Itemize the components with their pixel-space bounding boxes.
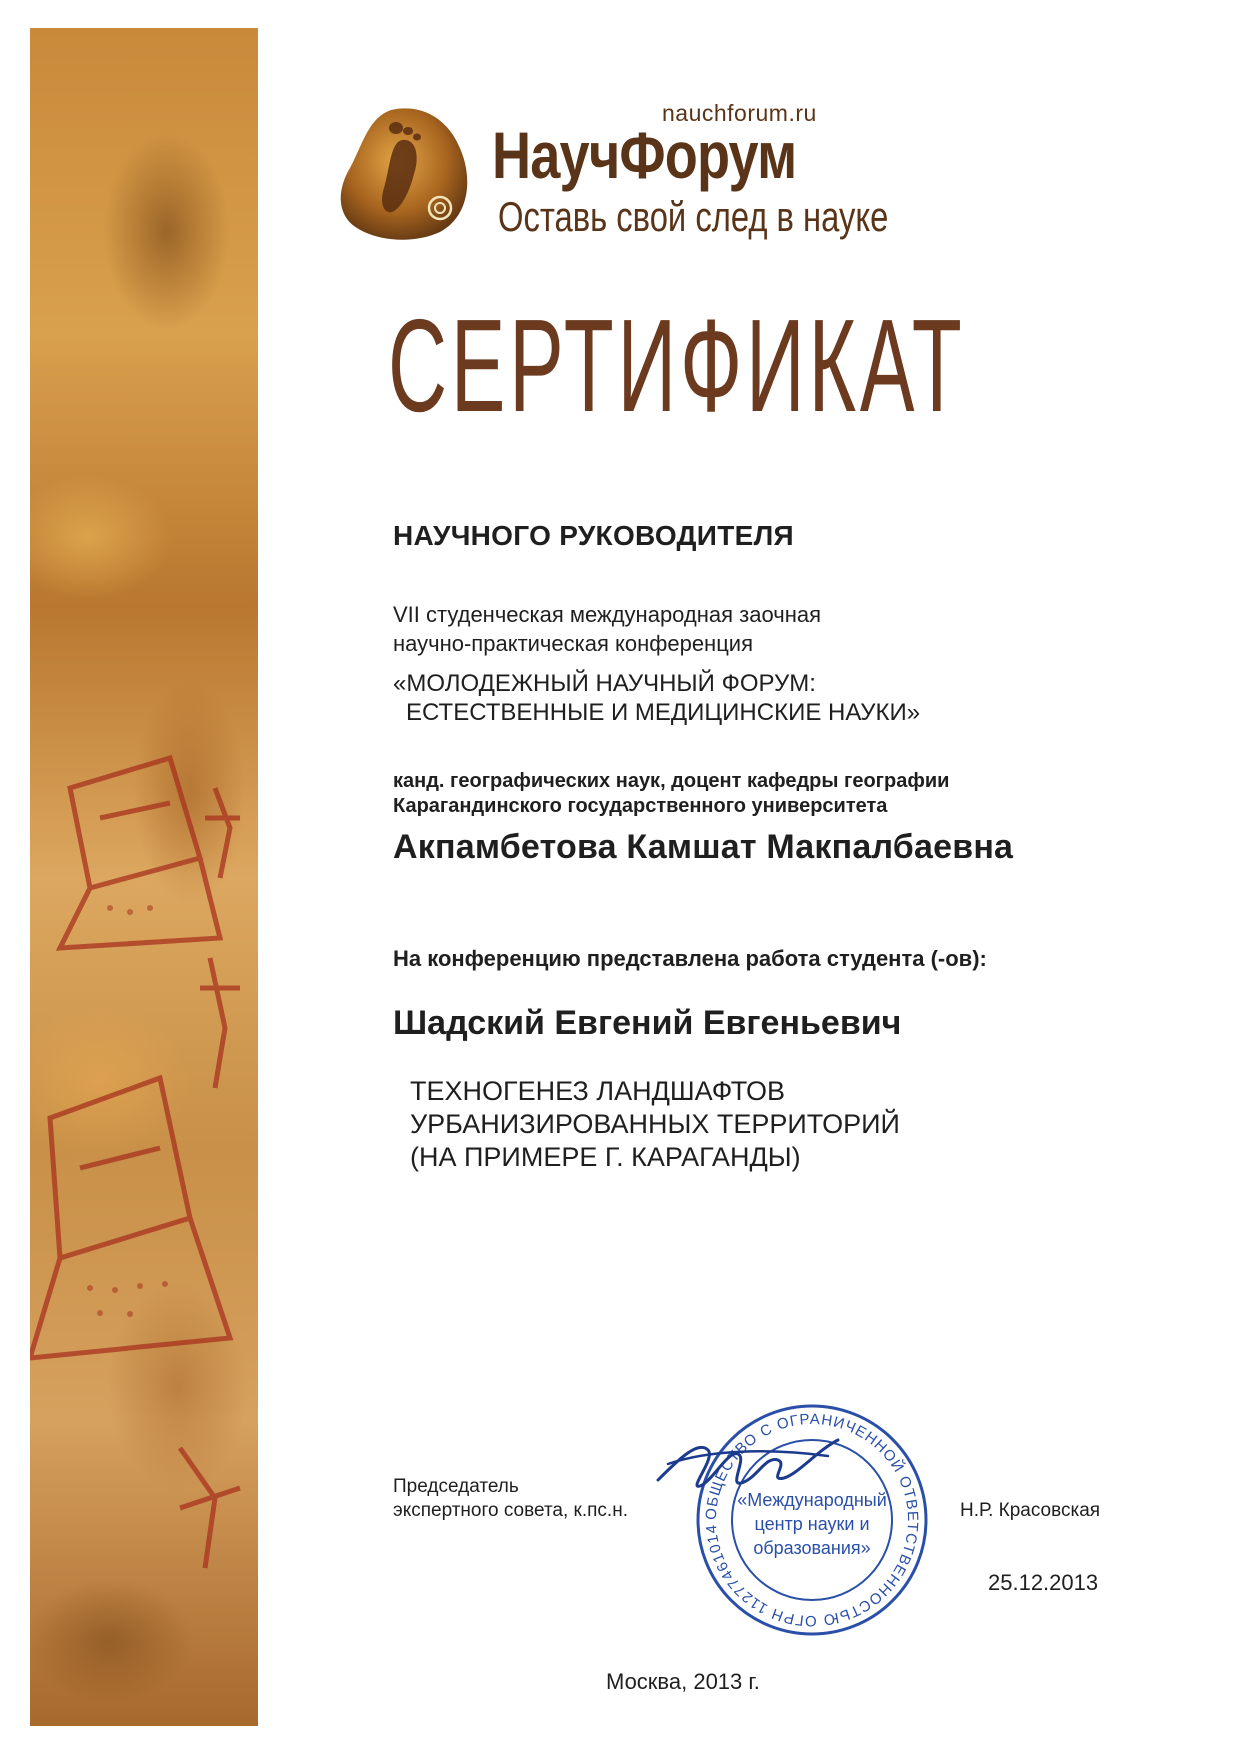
supervisor-position-line: канд. географических наук, доцент кафедры географии <box>393 770 950 792</box>
footprint-stone-logo-icon <box>336 104 474 244</box>
signer-role-line: Председатель <box>393 1476 519 1497</box>
handwritten-signature <box>648 1420 848 1510</box>
rock-art-drawings <box>30 28 258 1726</box>
stamp-inner-line: «Международный <box>737 1490 887 1510</box>
stamp-inner-line: образования» <box>753 1538 871 1558</box>
supervisor-name: Акпамбетова Камшат Макпалбаевна <box>393 828 1014 866</box>
site-url: nauchforum.ru <box>662 100 817 126</box>
footer-place-year: Москва, 2013 г. <box>606 1669 760 1694</box>
stamp-outer-text: ОБЩЕСТВО С ОГРАНИЧЕННОЙ ОТВЕТСТВЕННОСТЬЮ ОГРН 11277461014 <box>702 1410 922 1630</box>
brand-slogan: Оставь свой след в науке <box>498 193 889 240</box>
conference-name-line: «МОЛОДЕЖНЫЙ НАУЧНЫЙ ФОРУМ: <box>393 670 816 697</box>
work-topic-line: ТЕХНОГЕНЕЗ ЛАНДШАФТОВ <box>410 1076 786 1106</box>
recipient-type: НАУЧНОГО РУКОВОДИТЕЛЯ <box>393 520 794 551</box>
decorative-rock-art-strip <box>30 28 258 1726</box>
stamp-inner-line: центр науки и <box>754 1514 870 1534</box>
student-name: Шадский Евгений Евгеньевич <box>393 1004 902 1042</box>
supervisor-position-line: Карагандинского государственного университета <box>393 795 888 817</box>
signer-role-line: экспертного совета, к.пс.н. <box>393 1500 628 1521</box>
conference-description-line: VII студенческая международная заочная <box>393 602 822 627</box>
certificate-title: СЕРТИФИКАТ <box>388 292 966 439</box>
conference-name-line: ЕСТЕСТВЕННЫЕ И МЕДИЦИНСКИЕ НАУКИ» <box>406 699 921 726</box>
work-topic-line: (НА ПРИМЕРЕ Г. КАРАГАНДЫ) <box>410 1142 801 1172</box>
work-presented-label: На конференцию представлена работа студента (-ов): <box>393 946 987 971</box>
work-topic-line: УРБАНИЗИРОВАННЫХ ТЕРРИТОРИЙ <box>410 1109 900 1139</box>
signer-name: Н.Р. Красовская <box>960 1500 1101 1521</box>
signature-date: 25.12.2013 <box>988 1570 1099 1595</box>
brand-name: НаучФорум <box>492 118 797 192</box>
conference-description-line: научно-практическая конференция <box>393 631 754 656</box>
